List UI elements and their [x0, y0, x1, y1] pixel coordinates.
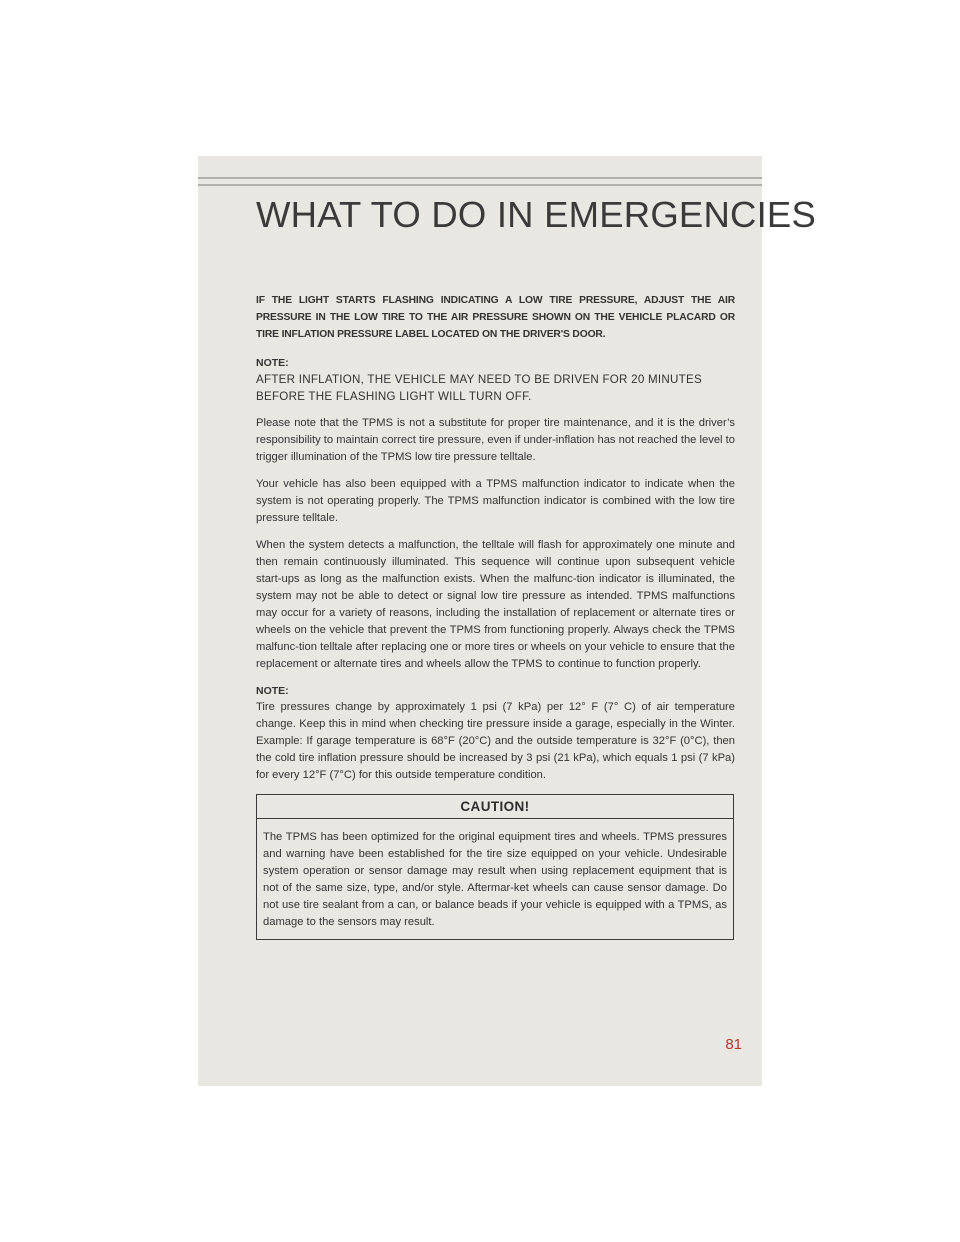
caution-text: The TPMS has been optimized for the original equipment tires and wheels. TPMS pressures and warning have been established for the tire size equipped on your vehicle. Undesirable system operation or sensor damage may result when using replacement equipment that is not of the same size, type, and/or style. Aftermar-ket wheels can cause sensor damage. Do not use tire sealant from a can, or balance beads if your vehicle is equipped with a TPMS, as damage to the sensors may result.	[263, 831, 727, 928]
note-text: AFTER INFLATION, THE VEHICLE MAY NEED TO BE DRIVEN FOR 20 MINUTES BEFORE THE FLASHING LIGHT WILL TURN OFF.	[256, 373, 702, 403]
note-label: NOTE:	[256, 685, 289, 697]
header-rule-bottom	[198, 184, 762, 186]
header-rule-top	[198, 177, 762, 179]
page-content	[256, 292, 735, 940]
note-label: NOTE:	[256, 357, 289, 369]
caution-body	[257, 819, 733, 939]
lead-instruction: IF THE LIGHT STARTS FLASHING INDICATING A LOW TIRE PRESSURE, ADJUST THE AIR PRESSURE IN THE LOW TIRE TO THE AIR PRESSURE SHOWN ON THE VEHICLE PLACARD OR TIRE INFLATION PRESSURE LABEL LOCATED ON THE DRIVER'S DOOR.	[256, 295, 735, 340]
page-number: 81	[725, 1036, 742, 1053]
caution-title: CAUTION!	[257, 795, 733, 819]
note-text: Tire pressures change by approximately 1 psi (7 kPa) per 12° F (7° C) of air temperature change. Keep this in mind when checking tire pressure inside a garage, especially in the Winter. Example: If garage temperature is 68°F (20°C) and the outside temperature is 32°F (0°C), then the cold tire inflation pressure should be increased by 3 psi (21 kPa), which equals 1 psi (7 kPa) for every 12°F (7°C) for this outside temperature condition.	[256, 701, 735, 781]
paragraph: When the system detects a malfunction, the telltale will flash for approximately one minute and then remain continuously illuminated. This sequence will continue upon subsequent vehicle start-ups as long as the malfunction exists. When the malfunc-tion indicator is illuminated, the system may not be able to detect or signal low tire pressure as intended. TPMS malfunctions may occur for a variety of reasons, including the installation of replacement or alternate tires or wheels on the vehicle that prevent the TPMS from functioning properly. Always check the TPMS malfunc-tion telltale after replacing one or more tires or wheels on your vehicle to ensure that the replacement or alternate tires and wheels allow the TPMS to continue to function properly.	[256, 539, 735, 670]
manual-page	[198, 156, 817, 1086]
paragraph: Please note that the TPMS is not a substitute for proper tire maintenance, and it is the driver’s responsibility to maintain correct tire pressure, even if under-inflation has not reached the level to trigger illumination of the TPMS low tire pressure telltale.	[256, 417, 735, 463]
paragraph: Your vehicle has also been equipped with a TPMS malfunction indicator to indicate when the system is not operating properly. The TPMS malfunction indicator is combined with the low tire pressure telltale.	[256, 478, 735, 524]
caution-box	[256, 794, 734, 940]
section-title: WHAT TO DO IN EMERGENCIES	[256, 194, 817, 235]
